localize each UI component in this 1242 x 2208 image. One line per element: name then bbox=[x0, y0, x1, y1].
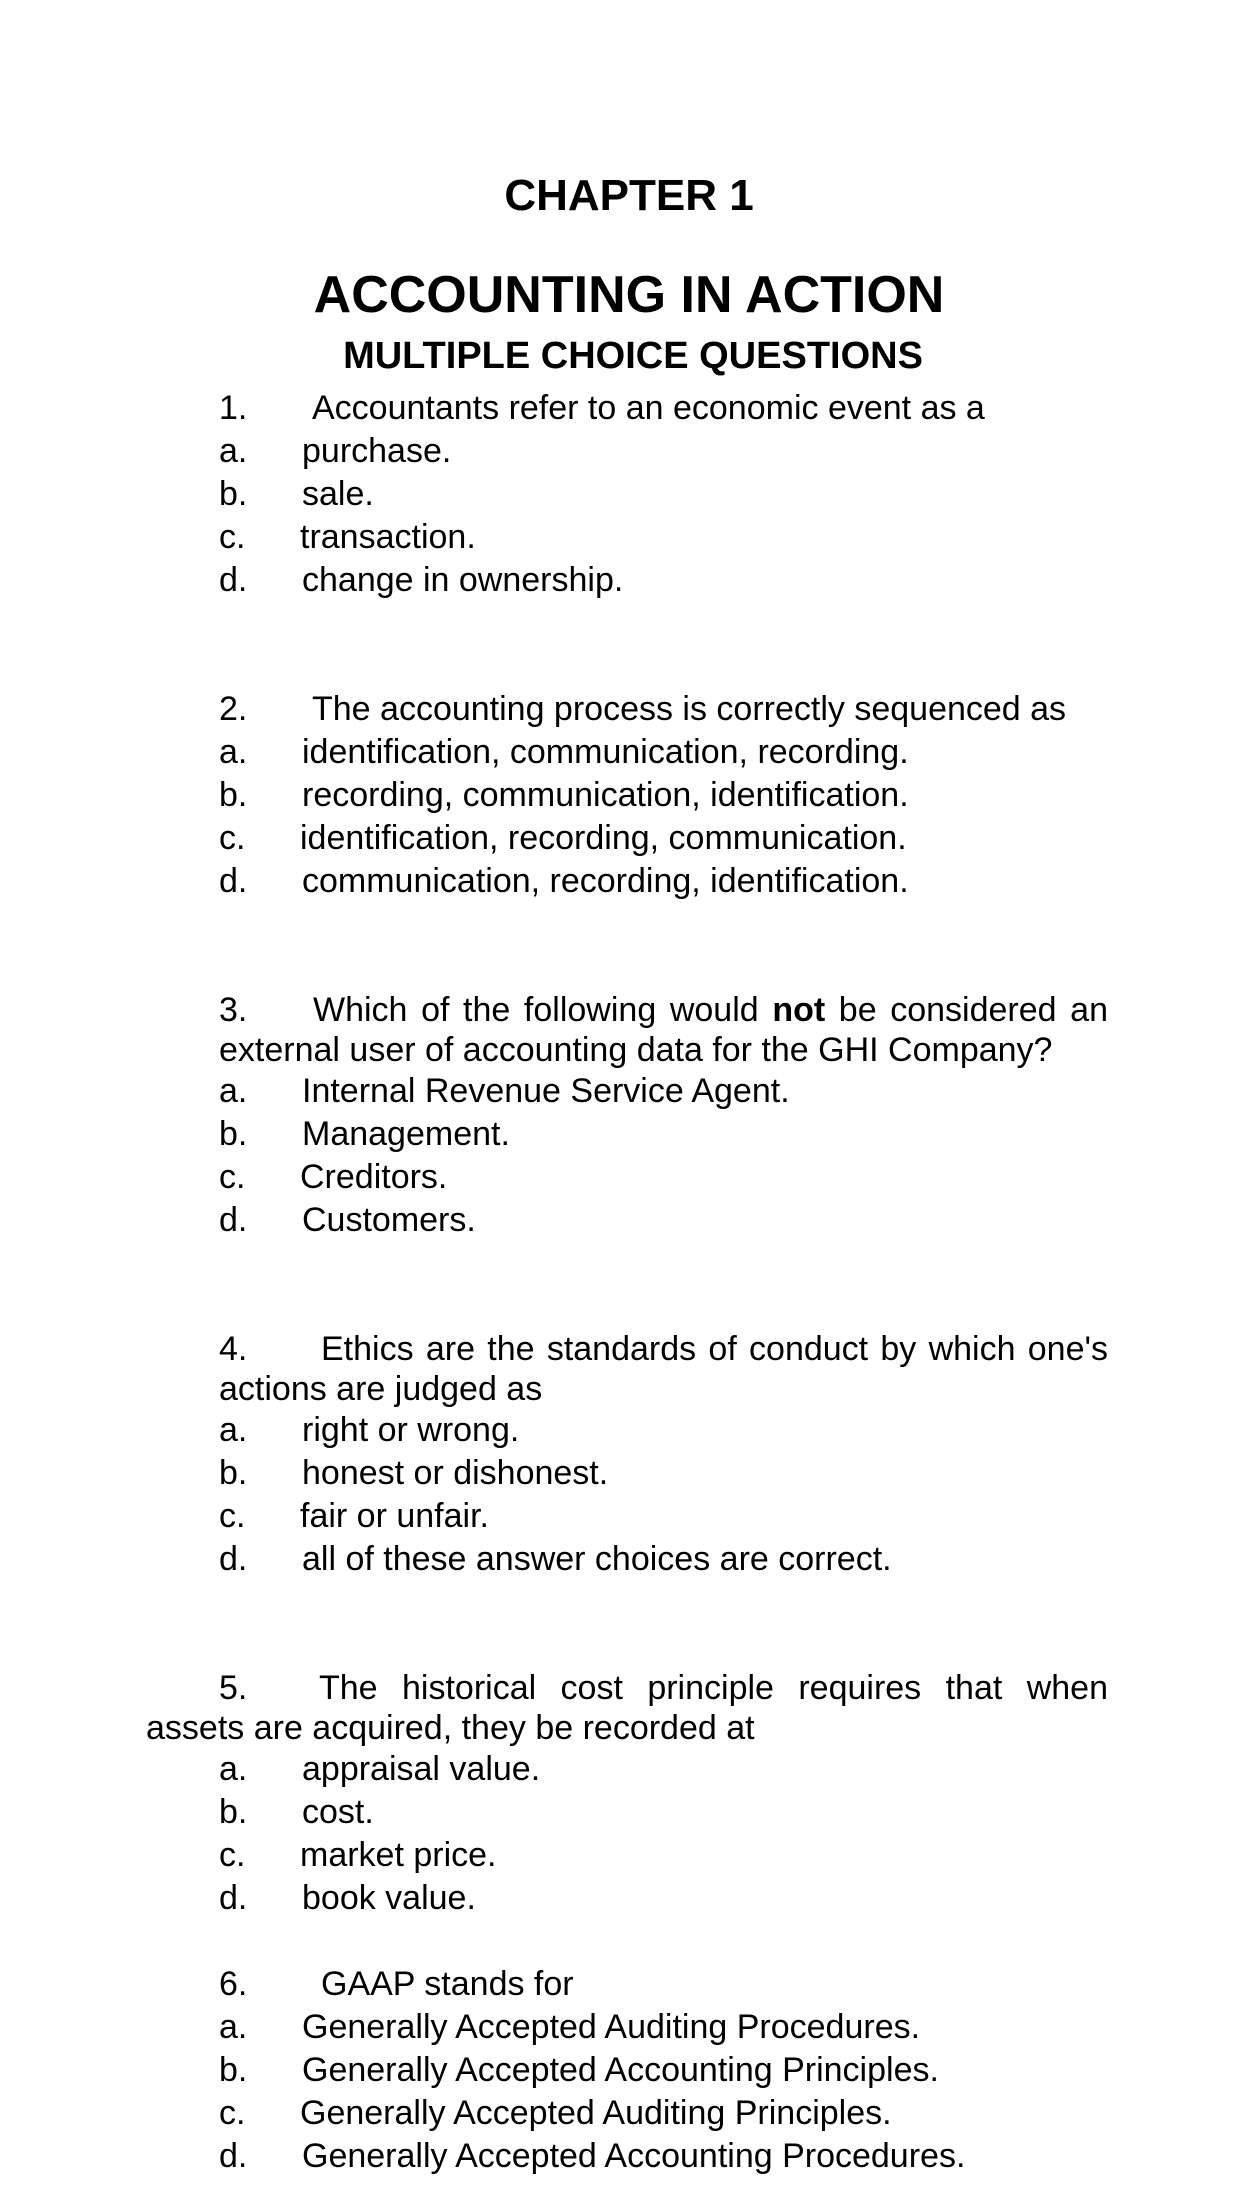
question-text: 5. The historical cost principle requires that when assets are acquired, they be recorded at bbox=[146, 1669, 1108, 1747]
question-number: 2. bbox=[219, 690, 248, 728]
question-text: Accountants refer to an economic event as a bbox=[312, 389, 985, 427]
page-title: ACCOUNTING IN ACTION bbox=[313, 266, 945, 324]
question-number: 6. bbox=[219, 1965, 248, 2003]
question-text: The accounting process is correctly sequenced as bbox=[312, 690, 1067, 728]
question-text: GAAP stands for bbox=[321, 1965, 574, 2003]
question-text: 4. Ethics are the standards of conduct by which one's actions are judged as bbox=[219, 1330, 1108, 1408]
chapter-heading: CHAPTER 1 bbox=[504, 171, 754, 220]
emphasis-not: not bbox=[772, 991, 826, 1029]
section-title: MULTIPLE CHOICE QUESTIONS bbox=[343, 335, 923, 377]
question-number: 1. bbox=[219, 389, 248, 427]
question-text: 3. Which of the following would not be considered an external user of accounting data for the GHI Company? bbox=[219, 991, 1108, 1069]
question-number: 4. bbox=[219, 1330, 248, 1368]
document-page: CHAPTER 1 ACCOUNTING IN ACTION MULTIPLE CHOICE QUESTIONS 1. Accountants refer to an economic event as a a. purchase. b. sale. c. transaction. d. change in ownership. 2. The accounting process is correctly sequenced as a. identification, communication, recording. b. recording, communication, identification. c. identification, recording, communication. d. communication, recording, identification. 3. Which of the following would not be considered an external user of accounting data for the GHI Company? a. Internal Revenue Service Agent. b. Management. c. Creditors. d. Customers. 4. Ethics are the standards of conduct by which one's actions are judged as a. right or wrong. b. honest or dishonest. c. fair or unfair. d. all of these answer choices are correct. 5. The historical cost principle requires that when assets are acquired, they be recorded at a. appraisal value. b. cost. c. market price. d. book value. 6. GAAP stands for a. Generally Accepted Auditing Procedures. b. Generally Accepted Accounting Principles. c. Generally Accepted Auditing Principles. d. Generally Accepted Accounting Procedures. bbox=[0, 0, 1242, 2208]
question-number: 3. bbox=[219, 991, 248, 1029]
question-number: 5. bbox=[219, 1669, 248, 1707]
